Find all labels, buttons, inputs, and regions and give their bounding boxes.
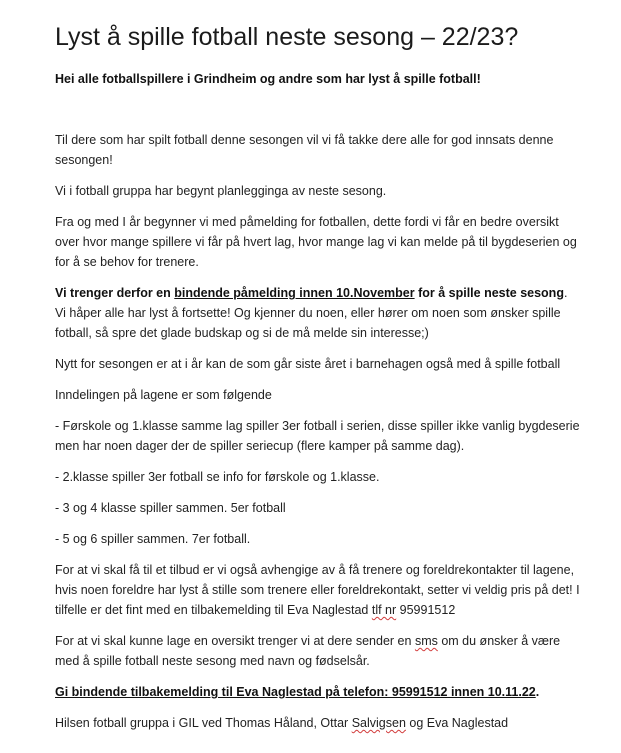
signature-after: og Eva Naglestad [409, 716, 509, 730]
sms-paragraph [55, 631, 580, 671]
team-list-item: - Førskole og 1.klasse samme lag spiller 3er fotball i serien, disse spiller ikke vanlig bygdeserie men har noen dager der de spiller seriecup (flere kamper på samme dag). [55, 419, 580, 453]
deadline-bold-lead: Vi trenger derfor en [55, 286, 171, 300]
coaches-phone: 95991512 [399, 603, 456, 617]
team-list-item: - 3 og 4 klasse spiller sammen. 5er fotball [55, 501, 286, 515]
team-list-item: - 5 og 6 spiller sammen. 7er fotball. [55, 532, 251, 546]
spellcheck-salvigsen: Salvigsen [351, 716, 406, 730]
spellcheck-sms: sms [414, 634, 438, 648]
greeting-heading: Hei alle fotballspillere i Grindheim og andre som har lyst å spille fotball! [55, 72, 481, 86]
thanks-paragraph: Til dere som har spilt fotball denne sesongen vil vi få takke dere alle for god innsats denne sesongen! [55, 133, 554, 167]
signature-paragraph [55, 713, 580, 733]
sms-before: For at vi skal kunne lage en oversikt trenger vi at dere sender en [55, 634, 412, 648]
team-list-item: - 2.klasse spiller 3er fotball se info for førskole og 1.klasse. [55, 470, 380, 484]
planning-paragraph: Vi i fotball gruppa har begynt planlegginga av neste sesong. [55, 184, 387, 198]
binding-feedback-text: Gi bindende tilbakemelding til Eva Naglestad på telefon: 95991512 innen 10.11.22 [55, 685, 536, 699]
kindergarten-paragraph: Nytt for sesongen er at i år kan de som går siste året i barnehagen også med å spille fotball [55, 357, 561, 371]
deadline-rest: . Vi håper alle har lyst å fortsette! Og kjenner du noen, eller hører om noen som ønsker spille fotball, så spre det glade budskap og si de må melde sin interesse;) [55, 286, 568, 340]
spellcheck-tlf-nr: tlf nr [371, 603, 397, 617]
document-title: Lyst å spille fotball neste sesong – 22/23? [55, 23, 519, 51]
binding-feedback-paragraph: Gi bindende tilbakemelding til Eva Naglestad på telefon: 95991512 innen 10.11.22. [55, 685, 540, 699]
signature-before: Hilsen fotball gruppa i GIL ved Thomas Håland, Ottar [55, 716, 349, 730]
deadline-bold-tail: for å spille neste sesong [418, 286, 564, 300]
teams-intro: Inndelingen på lagene er som følgende [55, 388, 272, 402]
registration-paragraph: Fra og med I år begynner vi med påmelding for fotballen, dette fordi vi får en bedre oversikt over hvor mange spillere vi får på hvert lag, hvor mange lag vi kan melde på til bygdeserien og for å se behov for trenere. [55, 215, 577, 269]
deadline-bold-underlined: bindende påmelding innen 10.November [174, 286, 415, 300]
sms-after: om du ønsker å være med å spille fotball neste sesong med navn og fødselsår. [55, 634, 561, 668]
deadline-paragraph [55, 283, 580, 343]
document-body [55, 130, 580, 744]
coaches-text: For at vi skal få til et tilbud er vi også avhengige av å få trenere og foreldrekontakter til lagene, hvis noen foreldre har lyst å stille som trenere eller foreldrekontakt, setter vi veldig pris på det! I tilfelle er det fint med en tilbakemelding til Eva Naglestad [55, 563, 580, 617]
coaches-paragraph [55, 560, 580, 620]
